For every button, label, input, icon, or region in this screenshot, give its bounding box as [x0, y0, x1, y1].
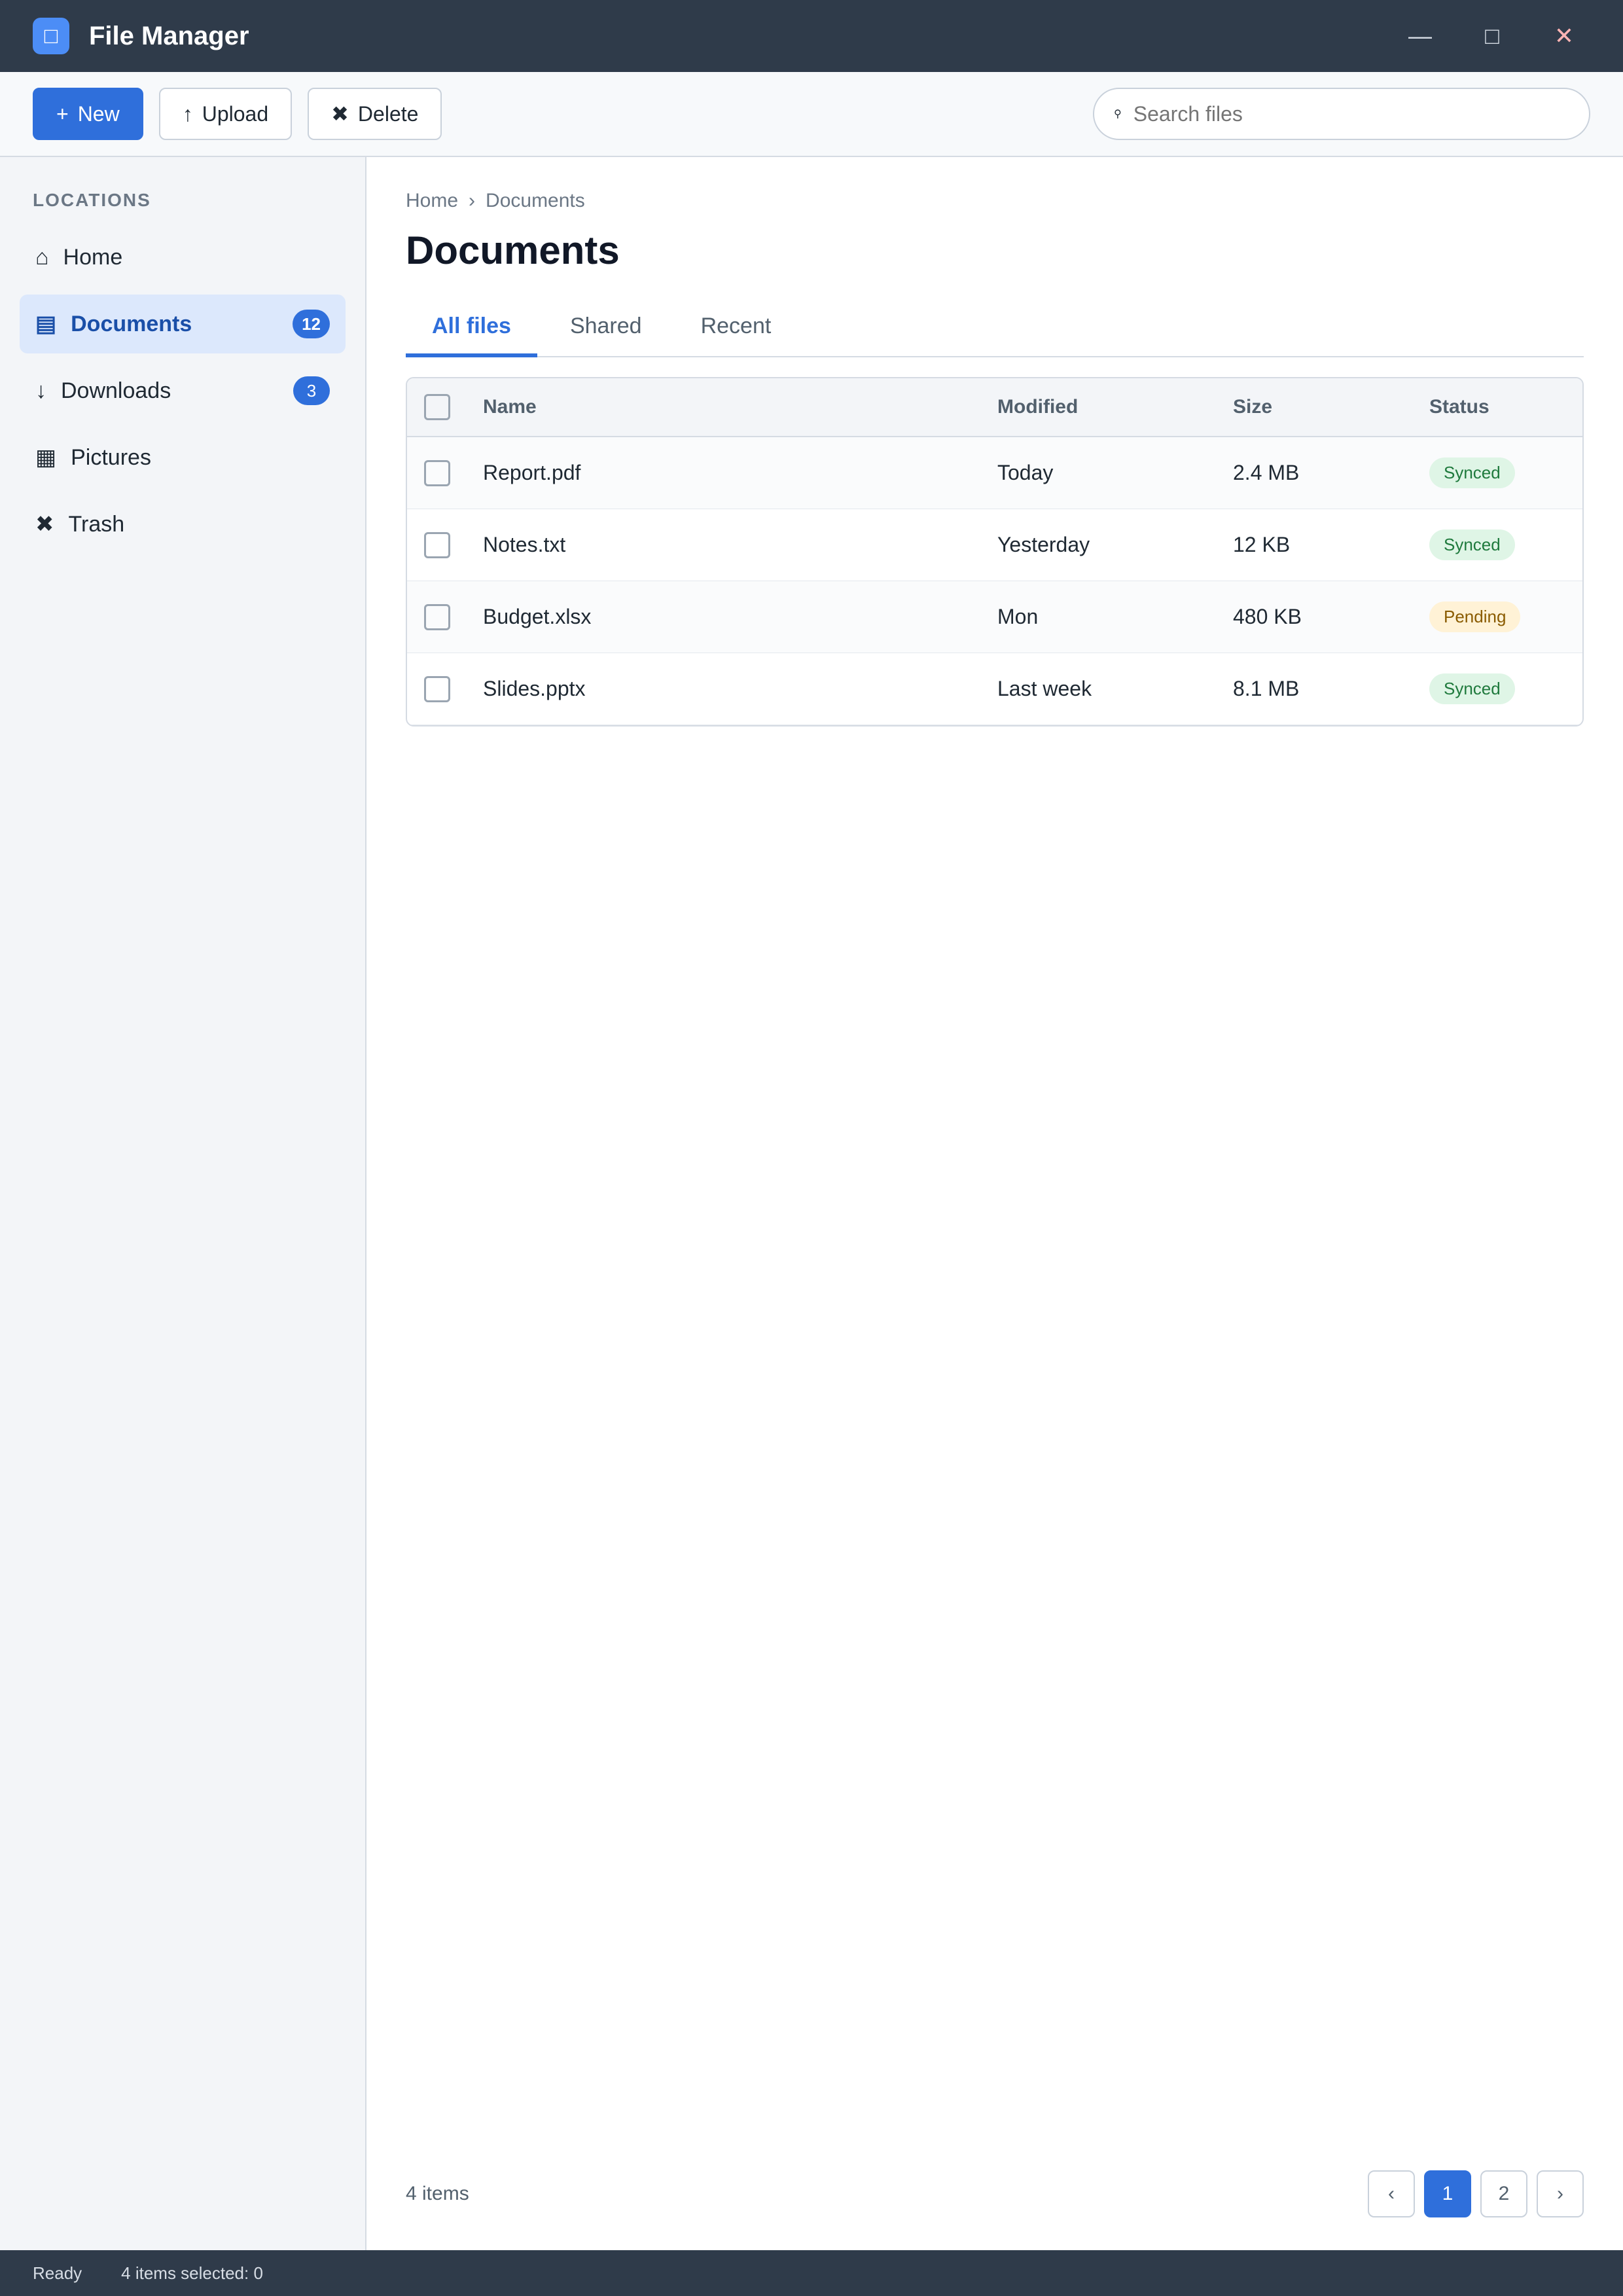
next-page-button[interactable]: › — [1537, 2170, 1584, 2217]
new-button-label: New — [77, 101, 120, 126]
tab-recent[interactable]: Recent — [700, 314, 772, 338]
file-size: 12 KB — [1233, 533, 1291, 556]
upload-icon: ↑ — [182, 101, 193, 126]
folder-icon: □ — [33, 18, 69, 54]
tab-all-files[interactable]: All files — [406, 299, 537, 357]
breadcrumb-item[interactable]: Documents — [486, 190, 585, 211]
new-button[interactable] — [33, 88, 143, 140]
page-title: Documents — [406, 228, 620, 272]
table-row[interactable] — [407, 653, 1582, 725]
maximize-button[interactable]: □ — [1485, 22, 1499, 49]
search-box[interactable] — [1093, 88, 1590, 140]
breadcrumb — [406, 190, 1584, 212]
file-size: 2.4 MB — [1233, 461, 1300, 484]
sidebar-item-label: Downloads — [61, 378, 171, 403]
sidebar-item-label: Documents — [71, 311, 192, 336]
item-count: 4 items — [406, 2183, 469, 2204]
file-modified: Today — [997, 461, 1054, 484]
tab-shared[interactable]: Shared — [569, 314, 642, 338]
breadcrumb-item[interactable]: Home — [406, 190, 459, 211]
pagination — [1368, 2170, 1584, 2217]
column-header[interactable]: Status — [1429, 396, 1489, 418]
table-row[interactable] — [407, 437, 1582, 509]
row-checkbox[interactable] — [424, 676, 450, 702]
home-icon: ⌂ — [35, 244, 49, 270]
file-modified: Mon — [997, 605, 1039, 628]
table-row[interactable] — [407, 509, 1582, 581]
column-header[interactable]: Size — [1233, 396, 1273, 418]
status-badge: Pending — [1429, 601, 1520, 632]
minimize-button[interactable]: — — [1408, 22, 1432, 49]
image-icon: ▦ — [35, 445, 57, 470]
search-input[interactable] — [1133, 102, 1569, 126]
row-checkbox[interactable] — [424, 604, 450, 630]
sidebar-item-downloads[interactable] — [20, 361, 346, 420]
file-modified: Last week — [997, 677, 1092, 700]
table-footer — [406, 2144, 1584, 2217]
toolbar — [0, 72, 1623, 157]
selection-text: 4 items selected: 0 — [121, 2263, 263, 2283]
count-badge: 3 — [293, 376, 330, 405]
sidebar-item-label: Home — [63, 244, 123, 270]
chevron-right-icon: › — [469, 190, 476, 211]
sidebar-heading: LOCATIONS — [33, 190, 151, 210]
file-name[interactable]: Budget.xlsx — [483, 605, 592, 628]
sidebar-item-home[interactable] — [20, 228, 346, 287]
tab-bar — [406, 299, 1584, 357]
file-size: 8.1 MB — [1233, 677, 1300, 700]
status-badge: Synced — [1429, 673, 1515, 704]
file-size: 480 KB — [1233, 605, 1302, 628]
select-all-checkbox[interactable] — [424, 394, 450, 420]
trash-icon: ✖ — [331, 102, 349, 126]
document-icon: ▤ — [35, 312, 57, 336]
page-button[interactable]: 1 — [1424, 2170, 1471, 2217]
file-table — [406, 377, 1584, 726]
table-header — [407, 378, 1582, 437]
file-name[interactable]: Notes.txt — [483, 533, 566, 556]
status-badge: Synced — [1429, 529, 1515, 560]
page-button[interactable]: 2 — [1480, 2170, 1527, 2217]
select-all-cell[interactable] — [407, 394, 466, 420]
sidebar-item-documents[interactable] — [20, 295, 346, 353]
status-bar — [0, 2250, 1623, 2296]
search-icon: ⚲ — [1114, 109, 1122, 120]
sidebar-item-label: Trash — [68, 511, 125, 537]
sidebar-item-label: Pictures — [71, 444, 151, 470]
sidebar — [0, 157, 366, 2250]
delete-button[interactable] — [308, 88, 442, 140]
plus-icon: + — [56, 101, 69, 126]
content-area — [0, 157, 1623, 2250]
column-header[interactable]: Modified — [997, 396, 1079, 418]
file-name[interactable]: Slides.pptx — [483, 677, 586, 700]
trash-icon: ✖ — [35, 512, 54, 537]
row-checkbox[interactable] — [424, 532, 450, 558]
sidebar-item-pictures[interactable] — [20, 428, 346, 487]
count-badge: 12 — [293, 310, 330, 338]
title-bar — [0, 0, 1623, 72]
row-checkbox[interactable] — [424, 460, 450, 486]
delete-button-label: Delete — [357, 101, 419, 126]
close-button[interactable]: ✕ — [1554, 22, 1575, 49]
window-title: File Manager — [89, 21, 249, 50]
file-modified: Yesterday — [997, 533, 1090, 556]
prev-page-button[interactable]: ‹ — [1368, 2170, 1415, 2217]
main-panel — [366, 157, 1623, 2250]
sidebar-item-trash[interactable] — [20, 495, 346, 554]
upload-button-label: Upload — [202, 101, 269, 126]
upload-button[interactable] — [159, 88, 292, 140]
file-name[interactable]: Report.pdf — [483, 461, 581, 484]
column-header[interactable]: Name — [483, 396, 537, 418]
status-text: Ready — [33, 2263, 82, 2283]
table-row[interactable] — [407, 581, 1582, 653]
download-icon: ↓ — [35, 378, 46, 403]
status-badge: Synced — [1429, 457, 1515, 488]
